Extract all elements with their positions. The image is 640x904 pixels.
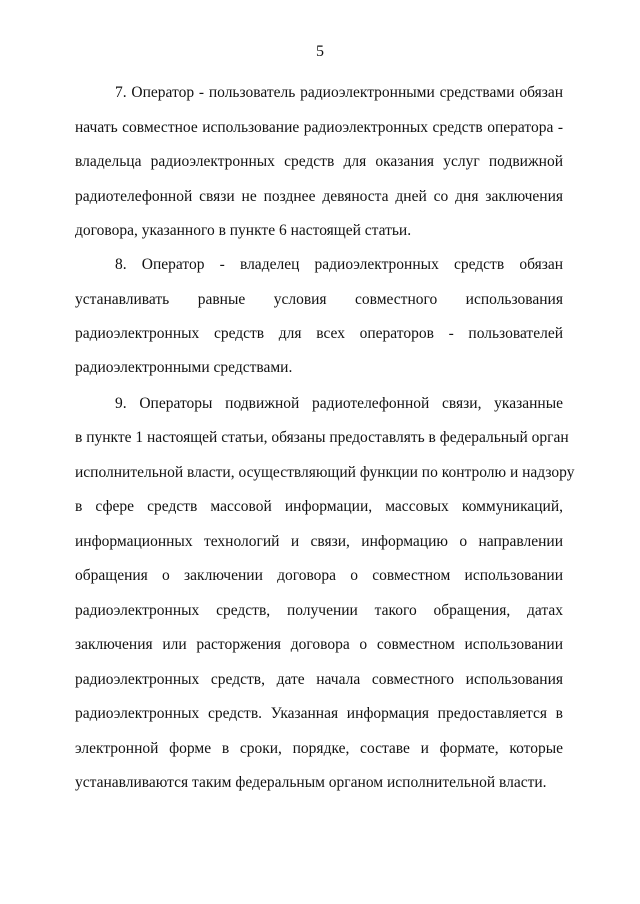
- paragraph-8-line: устанавливать равные условия совместного использования: [75, 291, 563, 308]
- paragraph-7-line: владельца радиоэлектронных средств для оказания услуг подвижной: [75, 153, 563, 170]
- paragraph-8-line: 8. Оператор - владелец радиоэлектронных средств обязан: [115, 256, 563, 273]
- paragraph-8-line: радиоэлектронными средствами.: [75, 359, 293, 376]
- page-number: 5: [316, 43, 324, 60]
- paragraph-9-line: устанавливаются таким федеральным органом исполнительной власти.: [75, 774, 547, 791]
- paragraph-9-line: заключения или расторжения договора о совместном использовании: [75, 636, 563, 653]
- paragraph-9-line: исполнительной власти, осуществляющий функции по контролю и надзору: [75, 464, 575, 481]
- paragraph-7-line: 7. Оператор - пользователь радиоэлектронными средствами обязан: [115, 84, 563, 101]
- paragraph-9-line: 9. Операторы подвижной радиотелефонной связи, указанные: [115, 395, 563, 412]
- paragraph-9-line: радиоэлектронных средств, дате начала совместного использования: [75, 671, 563, 688]
- paragraph-9-line: в пункте 1 настоящей статьи, обязаны предоставлять в федеральный орган: [75, 429, 569, 446]
- paragraph-9-line: обращения о заключении договора о совместном использовании: [75, 567, 563, 584]
- paragraph-8-line: радиоэлектронных средств для всех операторов - пользователей: [75, 325, 563, 342]
- paragraph-9-line: в сфере средств массовой информации, массовых коммуникаций,: [75, 498, 563, 515]
- paragraph-9-line: радиоэлектронных средств. Указанная информация предоставляется в: [75, 705, 563, 722]
- paragraph-7-line: начать совместное использование радиоэлектронных средств оператора -: [75, 119, 563, 136]
- paragraph-9-line: информационных технологий и связи, информацию о направлении: [75, 533, 563, 550]
- paragraph-7-line: договора, указанного в пункте 6 настоящей статьи.: [75, 222, 412, 239]
- paragraph-7-line: радиотелефонной связи не позднее девяноста дней со дня заключения: [75, 188, 563, 205]
- paragraph-9-line: радиоэлектронных средств, получении такого обращения, датах: [75, 602, 563, 619]
- paragraph-9-line: электронной форме в сроки, порядке, составе и формате, которые: [75, 740, 563, 757]
